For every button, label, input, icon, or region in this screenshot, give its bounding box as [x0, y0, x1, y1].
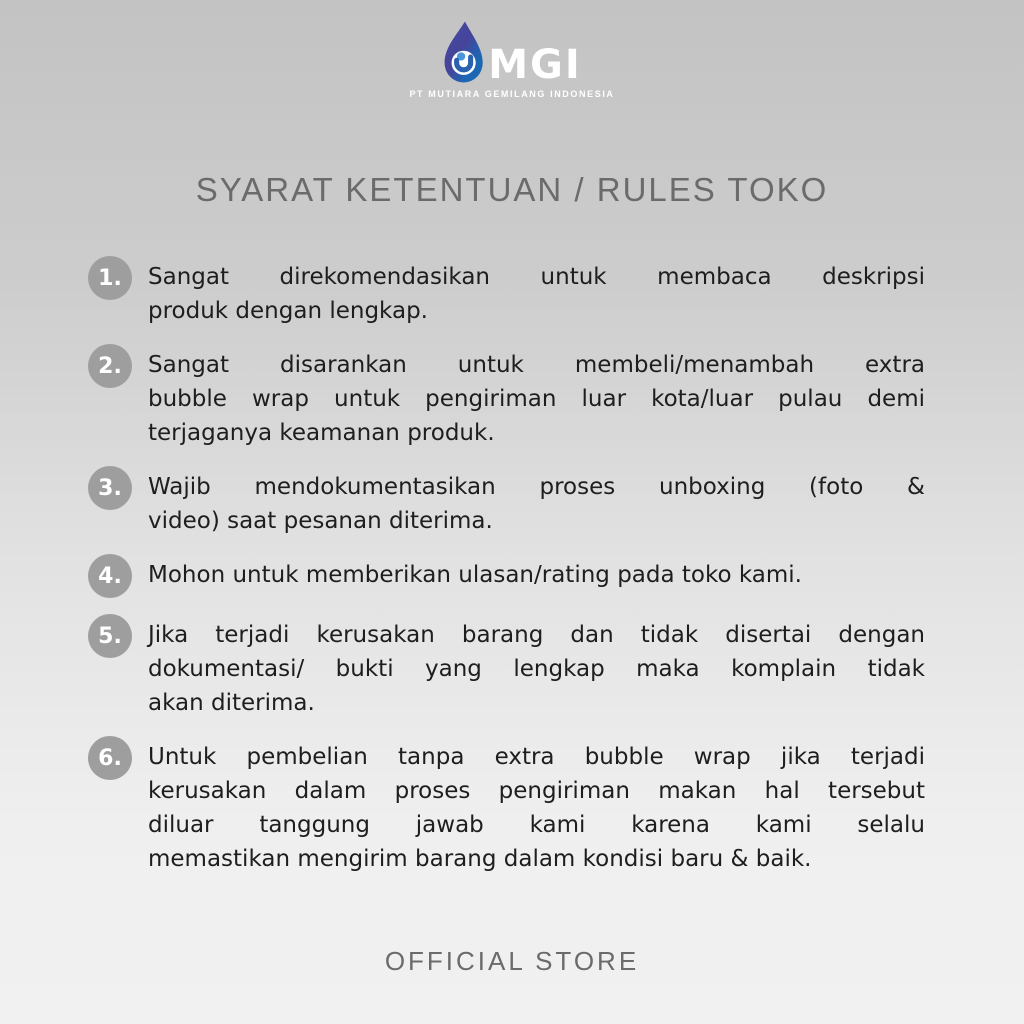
rule-number-badge: 6.	[88, 736, 132, 780]
rule-text: Sangat disarankan untuk membeli/menambah extra bubble wrap untuk pengiriman luar kota/luar pulau demi terjaganya keamanan produk.	[148, 352, 925, 446]
rule-item-2	[88, 348, 928, 450]
page-title: SYARAT KETENTUAN / RULES TOKO	[195, 171, 829, 208]
company-name: PT MUTIARA GEMILANG INDONESIA	[409, 89, 615, 99]
brand-name: MGI	[488, 42, 582, 88]
rule-number-badge: 3.	[88, 466, 132, 510]
rule-item-6	[88, 740, 928, 876]
rule-item-5	[88, 618, 928, 720]
logo-row	[442, 20, 582, 88]
rule-number-badge: 4.	[88, 554, 132, 598]
water-drop-icon	[442, 20, 484, 84]
rule-text: Mohon untuk memberikan ulasan/rating pada toko kami.	[148, 562, 802, 588]
rules-list	[88, 260, 928, 896]
brand-logo	[0, 20, 1024, 99]
rule-number-badge: 2.	[88, 344, 132, 388]
rule-text: Sangat direkomendasikan untuk membaca deskripsi produk dengan lengkap.	[148, 264, 925, 324]
rule-item-4	[88, 558, 928, 598]
rule-text: Untuk pembelian tanpa extra bubble wrap jika terjadi kerusakan dalam proses pengiriman makan hal tersebut diluar tanggung jawab kami karena kami selalu memastikan mengirim barang dalam kondisi baru & baik.	[148, 744, 925, 872]
rule-number-badge: 5.	[88, 614, 132, 658]
rule-number-badge: 1.	[88, 256, 132, 300]
rule-text: Jika terjadi kerusakan barang dan tidak disertai dengan dokumentasi/ bukti yang lengkap maka komplain tidak akan diterima.	[148, 622, 925, 716]
rule-text: Wajib mendokumentasikan proses unboxing (foto & video) saat pesanan diterima.	[148, 474, 925, 534]
rule-item-1	[88, 260, 928, 328]
rule-item-3	[88, 470, 928, 538]
official-store-label: OFFICIAL STORE	[384, 946, 640, 976]
